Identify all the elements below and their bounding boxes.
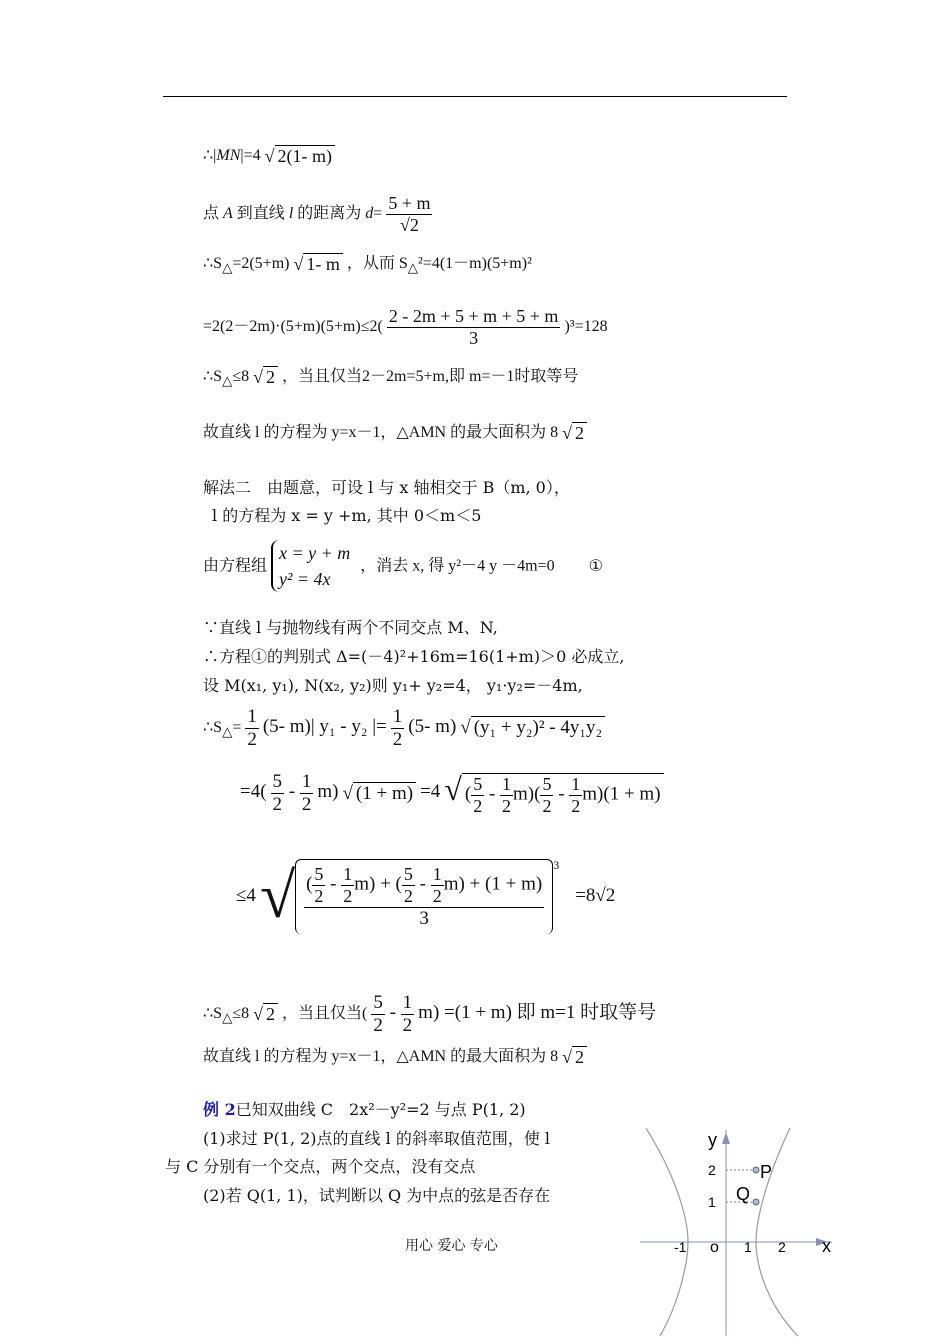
line-area-expansion: =4( $\frac{5}{2}$ - $\frac{1}{2}$ m) √ (1 + m) =4 √ ( $\frac{5}{2}$ - $\frac{1}{2}$ m)( $\frac{5}{2}$ - $\frac{1}{2}$ m)(1 + m) (240, 770, 664, 817)
sqrt-expression: √ 1- m (293, 253, 342, 276)
sqrt-expression: √ 2 (253, 366, 278, 389)
sqrt-cube-root: √ ( $\frac{5}{2}$ - $\frac{1}{2}$ m) + ( $\frac{5}{2}$ - $\frac{1}{2}$ m) + (1 + m) 3 $^3$ (260, 858, 559, 935)
half-fraction: $\frac{1}{2}$ (301, 771, 312, 815)
sqrt-expression: √ (y₁ + y₂)² - 4y₁y₂ (460, 716, 605, 740)
example-2-question-1a: (1)求过 P(1, 2)点的直线 l 的斜率取值范围，使 l (203, 1129, 551, 1148)
example-label: 例 2 (203, 1100, 236, 1119)
tick-x1: 1 (744, 1239, 752, 1255)
point-q-marker (753, 1199, 759, 1205)
line-inequality: =2(2－2m)·(5+m)(5+m)≤2( $\frac{2 - 2m + 5 + m + 5 + m}{3}$ )³=128 (203, 306, 608, 348)
line-vieta: 设 M(x₁, y₁), N(x₂, y₂)则 y₁+ y₂=4， y₁·y₂=－4m, (203, 676, 583, 695)
y-axis-arrow (722, 1132, 730, 1144)
distance-fraction: $\frac{5 + m}{√2}$ (388, 193, 431, 235)
line-mn-length: ∴|MN|=4 √ 2(1- m) (203, 145, 335, 168)
tick-x-minus-1: -1 (674, 1239, 687, 1255)
line-discriminant: ∴方程①的判别式 Δ=(－4)²+16m=16(1+m)＞0 必成立, (203, 647, 625, 666)
system-brace: x = y + m y² = 4x (271, 540, 356, 592)
half-fraction: $\frac{1}{2}$ (392, 706, 403, 750)
line-max-condition-2: $\therefore S_\triangle\le 8$ √ 2 ，当且仅当( $\frac{5}{2}$ - $\frac{1}{2}$ m) =(1 + m) 即 m=1 时取等号 (203, 992, 657, 1036)
line-am-gm-bound: ≤4 √ ( $\frac{5}{2}$ - $\frac{1}{2}$ m) + ( $\frac{5}{2}$ - $\frac{1}{2}$ m) + (1 + m) 3 $^3$ =8√2 (236, 858, 615, 935)
line-equation-system: 由方程组 x = y + m y² = 4x ，消去 x, 得 y²－4 y －4m=0 ① (203, 540, 603, 592)
y-axis-label: y (708, 1130, 717, 1150)
line-conclusion-2: 故直线 l 的方程为 y=x－1，△AMN 的最大面积为 8 √ 2 (203, 1046, 587, 1069)
line-method-two: 解法二 由题意，可设 l 与 x 轴相交于 B（m, 0）， (203, 478, 570, 497)
page-footer: 用心 爱心 专心 (405, 1238, 498, 1254)
point-p-marker (753, 1167, 759, 1173)
line-two-intersections: ∵直线 l 与抛物线有两个不同交点 M、N, (203, 618, 498, 637)
sqrt-expression: √ 2 (562, 1046, 587, 1069)
tick-x2: 2 (778, 1239, 786, 1255)
line-conclusion-1: 故直线 l 的方程为 y=x－1，△AMN 的最大面积为 8 √ 2 (203, 422, 587, 445)
line-distance: 点 A 到直线 l 的距离为 d= $\frac{5 + m}{√2}$ (203, 193, 431, 235)
sqrt-expression: √ 2 (562, 422, 587, 445)
sqrt-expression: √ 2(1- m) (265, 145, 335, 168)
right-branch (756, 1128, 798, 1336)
origin-label: o (710, 1239, 719, 1256)
tick-y1: 1 (708, 1194, 716, 1210)
half-fraction: $\frac{1}{2}$ (402, 992, 413, 1036)
example-2-question-2: (2)若 Q(1, 1)，试判断以 Q 为中点的弦是否存在 (203, 1186, 551, 1205)
half-fraction: $\frac{1}{2}$ (247, 706, 257, 750)
five-halves: $\frac{5}{2}$ (272, 771, 283, 815)
line-area-expression: $\therefore S_\triangle=2(5+m)$ √ 1- m ，从而 $S_\triangle^2=4(1-m)(5+m)^2$ (203, 254, 532, 276)
tick-y2: 2 (708, 1162, 716, 1178)
line-l-equation: l 的方程为 x = y +m, 其中 0＜m＜5 (212, 506, 482, 525)
line-area-formula: $\therefore S_\triangle=$ $\frac{1}{2}$ (5- m)| y₁ - y₂ |= $\frac{1}{2}$ (5- m) √ (y₁ + y₂)² - 4y₁y₂ (203, 706, 605, 751)
point-q-label: Q (736, 1184, 751, 1204)
header-rule (163, 96, 787, 97)
x-axis-label: x (822, 1236, 831, 1256)
left-branch (646, 1128, 688, 1336)
sqrt-product: √ ( $\frac{5}{2}$ - $\frac{1}{2}$ m)( $\frac{5}{2}$ - $\frac{1}{2}$ m)(1 + m) (444, 770, 663, 817)
example-2-question-1b: 与 C 分别有一个交点，两个交点，没有交点 (165, 1157, 476, 1176)
sqrt-expression: √ 2 (253, 1003, 278, 1026)
example-2-statement: 例 2已知双曲线 C 2x²－y²=2 与点 P(1, 2) (203, 1100, 526, 1119)
hyperbola-diagram (640, 1128, 840, 1338)
sqrt-expression: √ (1 + m) (342, 782, 416, 806)
five-halves: $\frac{5}{2}$ (373, 992, 383, 1036)
am-gm-fraction: $\frac{2 - 2m + 5 + m + 5 + m}{3}$ (388, 306, 559, 348)
line-max-condition: $\therefore S_\triangle\le 8$ √ 2 ，当且仅当2－2m=5+m,即 m=－1时取等号 (203, 367, 579, 389)
point-p-label: P (760, 1162, 773, 1182)
